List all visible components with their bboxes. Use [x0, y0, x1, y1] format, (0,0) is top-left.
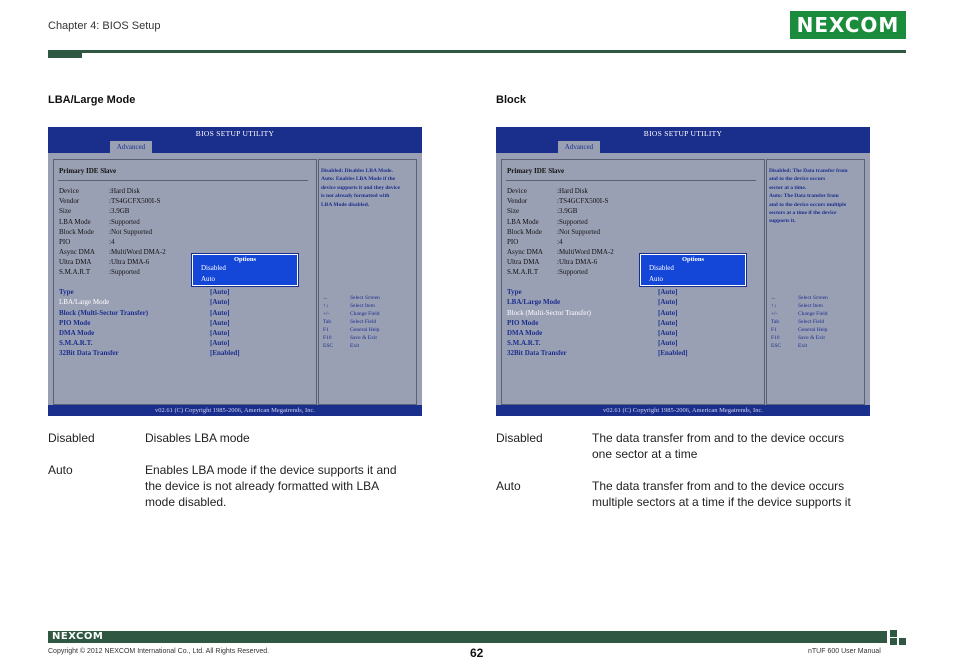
option-label: Block (Multi-Sector Transfer) [59, 309, 149, 317]
info-label: S.M.A.R.T [507, 268, 539, 276]
info-value: :Supported [109, 268, 140, 276]
footer-square [899, 638, 906, 645]
option-label: 32Bit Data Transfer [59, 349, 119, 357]
key-desc: Save & Exit [798, 335, 825, 341]
popup-title: Options [233, 256, 257, 263]
info-label: Async DMA [59, 248, 95, 256]
info-value: :Ultra DMA-6 [109, 258, 150, 266]
option-value: [Auto] [658, 319, 678, 327]
page-number: 62 [470, 646, 484, 660]
info-value: :Supported [557, 218, 588, 226]
popup-option-auto[interactable]: Auto [201, 275, 215, 283]
info-label: S.M.A.R.T [59, 268, 91, 276]
info-value: :TS4GCFX500I-S [557, 197, 609, 205]
help-line: sector at a time. [769, 184, 807, 191]
key-name: Tab [771, 319, 780, 325]
desc-term: Disabled [48, 431, 95, 445]
desc-term: Auto [48, 463, 73, 477]
info-label: Block Mode [507, 228, 542, 236]
option-value: [Auto] [210, 298, 230, 306]
key-name: F1 [323, 327, 329, 333]
help-line: and to the device occurs [769, 176, 826, 183]
help-line: is not already formatted with [321, 193, 390, 200]
key-name: +/- [771, 311, 778, 317]
desc-definition: Disables LBA mode [145, 431, 250, 445]
option-value: [Auto] [658, 339, 678, 347]
option-label: DMA Mode [507, 329, 543, 337]
info-value: :Ultra DMA-6 [557, 258, 598, 266]
key-desc: Select Item [350, 303, 375, 309]
help-text [321, 167, 417, 209]
key-desc: Exit [798, 343, 808, 349]
chapter-title: Chapter 4: BIOS Setup [48, 20, 161, 32]
help-line: Auto: The Data transfer from [769, 193, 839, 200]
info-value: :3.9GB [557, 207, 578, 215]
bios-tabbar [496, 140, 870, 153]
info-label: Device [59, 187, 79, 195]
bios-footer: v02.61 (C) Copyright 1985-2006, American Megatrends, Inc. [48, 405, 422, 416]
desc-term: Disabled [496, 431, 543, 445]
info-value: :MultiWord DMA-2 [109, 248, 166, 256]
popup-title: Options [681, 256, 705, 263]
option-value: [Auto] [210, 329, 230, 337]
logo-text: NEXCOM [796, 13, 900, 37]
key-desc: Select Screen [350, 295, 380, 301]
option-label: Type [507, 288, 522, 296]
option-label: Block (Multi-Sector Transfer) [507, 309, 591, 317]
info-label: Ultra DMA [507, 258, 540, 266]
info-label: PIO [59, 238, 71, 246]
option-value: [Auto] [658, 309, 678, 317]
footer-square [890, 630, 897, 637]
info-label: Ultra DMA [59, 258, 92, 266]
bios-screenshot-block [496, 127, 870, 416]
option-label: PIO Mode [507, 319, 539, 327]
info-label: LBA Mode [59, 218, 91, 226]
info-value: :4 [109, 238, 115, 246]
info-label: PIO [507, 238, 519, 246]
key-desc: Save & Exit [350, 335, 377, 341]
info-label: Size [59, 207, 72, 215]
desc-definition: The data transfer from and to the device occurs one sector at a time [592, 431, 845, 461]
info-label: Device [507, 187, 527, 195]
info-value: :Hard Disk [109, 187, 140, 195]
popup-option-auto[interactable]: Auto [649, 275, 663, 283]
primary-ide-slave-title: Primary IDE Slave [59, 167, 117, 175]
tab-advanced[interactable]: Advanced [110, 141, 152, 153]
info-label: Vendor [507, 197, 528, 205]
info-value: :3.9GB [109, 207, 130, 215]
option-label: S.M.A.R.T. [59, 339, 93, 347]
info-value: :Hard Disk [557, 187, 588, 195]
help-line: Disabled: The Data transfer from [769, 168, 848, 174]
option-label: DMA Mode [59, 329, 95, 337]
key-name: F10 [323, 335, 332, 341]
desc-definition: Enables LBA mode if the device supports it and the device is not already formatted with LBA mode disabled. [145, 463, 397, 509]
info-value: :MultiWord DMA-2 [557, 248, 614, 256]
help-text [769, 167, 865, 226]
options-popup[interactable] [192, 254, 298, 286]
key-desc: General Help [798, 327, 828, 333]
option-label: PIO Mode [59, 319, 91, 327]
key-name: F10 [771, 335, 780, 341]
key-desc: Change Field [350, 311, 380, 317]
footer-logo: NEXCOM [52, 631, 104, 642]
option-label: 32Bit Data Transfer [507, 349, 567, 357]
key-name: ↑↓ [323, 303, 329, 309]
key-name: ESC [771, 343, 782, 349]
option-value: [Enabled] [658, 349, 688, 357]
option-value: [Auto] [658, 288, 678, 296]
option-value: [Enabled] [210, 349, 240, 357]
key-name: F1 [771, 327, 777, 333]
bios-title: BIOS SETUP UTILITY [48, 127, 422, 140]
key-desc: Select Field [350, 319, 377, 325]
tab-advanced[interactable]: Advanced [558, 141, 600, 153]
info-value: :TS4GCFX500I-S [109, 197, 161, 205]
option-value: [Auto] [210, 319, 230, 327]
help-line: sectors at a time if the device [769, 210, 837, 217]
header-accent [48, 50, 82, 58]
footer-bar [48, 631, 887, 643]
popup-option-disabled[interactable]: Disabled [201, 264, 226, 272]
key-desc: Select Item [798, 303, 823, 309]
option-value: [Auto] [210, 288, 230, 296]
info-label: Block Mode [59, 228, 94, 236]
bios-footer: v02.61 (C) Copyright 1985-2006, American Megatrends, Inc. [496, 405, 870, 416]
help-line: device supports it and they device [321, 184, 400, 191]
info-value: :Not Supported [109, 228, 152, 236]
desc-term: Auto [496, 479, 521, 493]
help-line: LBA Mode disabled. [321, 201, 370, 208]
key-name: +/- [323, 311, 330, 317]
copyright: Copyright © 2012 NEXCOM International Co., Ltd. All Rights Reserved. [48, 648, 270, 655]
section-title-lba: LBA/Large Mode [48, 94, 136, 106]
key-desc: Select Screen [798, 295, 828, 301]
footer-square [890, 638, 897, 645]
header-rule [48, 50, 906, 53]
key-name: Tab [323, 319, 332, 325]
info-value: :4 [557, 238, 563, 246]
key-name: ESC [323, 343, 334, 349]
key-desc: Select Field [798, 319, 825, 325]
divider [506, 180, 756, 181]
option-value: [Auto] [658, 329, 678, 337]
option-value: [Auto] [658, 298, 678, 306]
nexcom-logo [790, 11, 906, 39]
key-desc: Exit [350, 343, 360, 349]
key-name: ↑↓ [771, 303, 777, 309]
bios-screenshot-lba [48, 127, 422, 416]
key-name: ← [323, 295, 329, 301]
info-value: :Not Supported [557, 228, 600, 236]
option-value: [Auto] [210, 309, 230, 317]
option-label: Type [59, 288, 74, 296]
key-name: ← [771, 295, 777, 301]
info-label: LBA Mode [507, 218, 539, 226]
info-value: :Supported [557, 268, 588, 276]
option-label: LBA/Large Mode [59, 298, 110, 306]
info-label: Size [507, 207, 520, 215]
help-line: and to the device occurs multiple [769, 201, 847, 208]
options-popup[interactable] [640, 254, 746, 286]
bios-title: BIOS SETUP UTILITY [496, 127, 870, 140]
option-label: LBA/Large Mode [507, 298, 561, 306]
primary-ide-slave-title: Primary IDE Slave [507, 167, 565, 175]
info-value: :Supported [109, 218, 140, 226]
info-label: Vendor [59, 197, 80, 205]
section-title-block: Block [496, 94, 526, 106]
desc-definition: The data transfer from and to the device occurs multiple sectors at a time if the device supports it [592, 479, 851, 509]
key-desc: General Help [350, 327, 380, 333]
help-line: Auto: Enables LBA Mode if the [321, 176, 396, 183]
option-value: [Auto] [210, 339, 230, 347]
divider [58, 180, 308, 181]
help-line: supports it. [769, 218, 796, 225]
option-label: S.M.A.R.T. [507, 339, 541, 347]
key-desc: Change Field [798, 311, 828, 317]
popup-option-disabled[interactable]: Disabled [649, 264, 674, 272]
bios-tabbar [48, 140, 422, 153]
info-label: Async DMA [507, 248, 543, 256]
help-line: Disabled: Disables LBA Mode. [321, 168, 393, 174]
manual-name: nTUF 600 User Manual [808, 648, 881, 655]
